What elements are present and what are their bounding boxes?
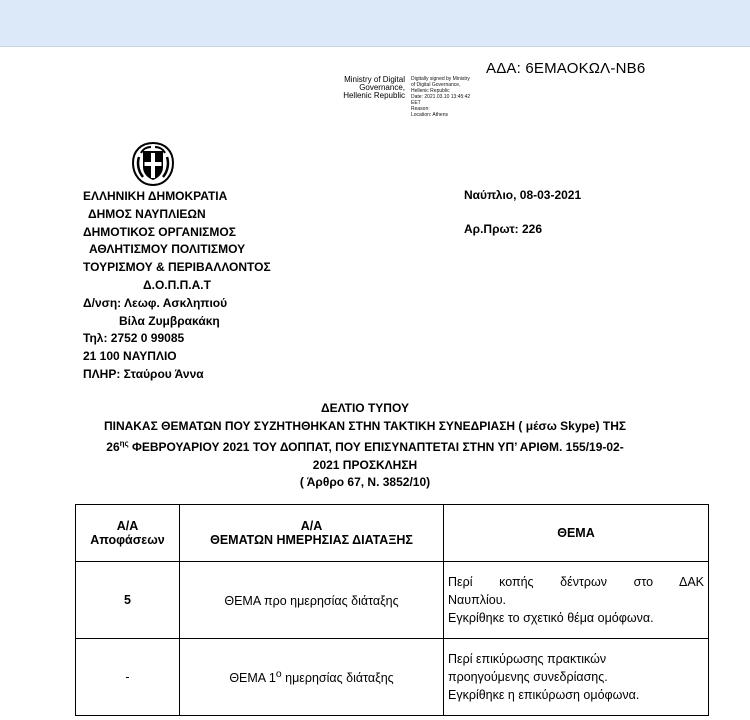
header-cell-decision [76,505,180,562]
header-line: ΤΟΥΡΙΣΜΟΥ & ΠΕΡΙΒΑΛΛΟΝΤΟΣ [83,260,271,275]
agenda-item-text: ΘΕΜΑ 1 [229,671,276,686]
subject-cell [444,562,709,639]
header-cell-subject: ΘΕΜΑ [444,505,709,562]
agenda-table [75,504,709,716]
press-release-day-suffix: ης [119,439,129,448]
header-text: Α/Α [300,519,323,533]
header-line: Βίλα Ζυμβρακάκη [119,313,220,328]
decision-number: - [76,639,180,716]
signature-org-line: Hellenic Republic [343,91,405,100]
viewer-top-bar [0,0,750,46]
press-release-line: ( Άρθρο 67, Ν. 3852/10) [299,475,431,489]
ada-code: ΑΔΑ: 6ΕΜΑΟΚΩΛ-ΝΒ6 [486,60,646,77]
signature-detail-line: EET [411,100,421,106]
agenda-item [180,562,444,639]
header-text: Α/Α [116,519,139,533]
header-line: Δ/νση: Λεωφ. Ασκληπιού [83,295,228,310]
document-meta [464,188,581,236]
greek-coat-of-arms-icon [127,141,179,187]
header-line: 21 100 ΝΑΥΠΛΙΟ [83,349,177,364]
press-release-line: ΠΙΝΑΚΑΣ ΘΕΜΑΤΩΝ ΠΟΥ ΣΥΖΗΤΗΘΗΚΑΝ ΣΤΗΝ ΤΑΚΤΙΚΗ ΣΥΝΕΔΡΙΑΣΗ ( μέσω Skype) ΤΗΣ [103,418,627,433]
subject-line: Ναυπλίου. [448,593,507,607]
subject-line: Εγκρίθηκε το σχετικό θέμα ομόφωνα. [448,611,654,625]
header-text: ΘΕΜΑΤΩΝ ΗΜΕΡΗΣΙΑΣ ΔΙΑΤΑΞΗΣ [210,533,413,547]
table-header-row [76,505,709,562]
decision-number: 5 [76,562,180,639]
header-line: ΕΛΛΗΝΙΚΗ ΔΗΜΟΚΡΑΤΙΑ [83,189,228,203]
agenda-item [180,639,444,716]
protocol-number: Αρ.Πρωτ: 226 [464,222,543,236]
signature-detail-line: of Digital Governance, [411,82,461,88]
signature-detail-line: Hellenic Republic [411,88,450,94]
document-date: Ναύπλιο, 08-03-2021 [464,188,582,202]
header-line: ΔΗΜΟΣ ΝΑΥΠΛΙΕΩΝ [88,206,206,221]
agenda-item-sup: ο [275,668,282,680]
subject-cell [444,639,709,716]
agenda-item-text: ΘΕΜΑ προ ημερησίας διάταξης [224,594,399,609]
agenda-item-rest: ημερησίας διάταξης [281,671,394,686]
signature-org-line: Ministry of Digital [344,75,405,84]
signature-detail-line: Date: 2021.03.10 13:45:42 [411,94,471,100]
table-row [76,639,709,716]
subject-line: προηγούμενης συνεδρίασης. [448,670,608,684]
issuer-header [83,188,271,384]
digital-signature-org [333,76,405,100]
table-row [76,562,709,639]
subject-line: Περί επικύρωσης πρακτικών [448,652,607,666]
press-release-title: ΔΕΛΤΙΟ ΤΥΠΟΥ [321,401,409,415]
header-cell-item [180,505,444,562]
header-line: ΠΛΗΡ: Σταύρου Άννα [83,366,204,381]
header-line: Δ.Ο.Π.Π.Α.Τ [143,277,211,292]
header-line: Τηλ: 2752 0 99085 [83,331,185,346]
digital-signature-details [411,76,470,118]
press-release-line [70,435,660,457]
signature-detail-line: Digitally signed by Ministry [411,76,470,82]
press-release-heading [70,400,660,492]
press-release-line: 2021 ΠΡΟΣΚΛΗΣΗ [312,457,418,472]
signature-org-line: Governance, [359,83,405,92]
signature-detail-line: Reason: [411,106,430,112]
subject-line: Περί κοπής δέντρων στο ΔΑΚ [448,575,704,589]
header-text: Αποφάσεων [90,533,165,547]
signature-detail-line: Location: Athens [411,112,448,118]
press-release-line-rest: ΦΕΒΡΟΥΑΡΙΟΥ 2021 ΤΟΥ ΔΟΠΠΑΤ, ΠΟΥ ΕΠΙΣΥΝΑΠΤΕΤΑΙ ΣΤΗΝ ΥΠ’ ΑΡΙΘΜ. 155/19-02- [128,440,624,454]
press-release-day: 26 [106,440,120,454]
header-line: ΑΘΛΗΤΙΣΜΟΥ ΠΟΛΙΤΙΣΜΟΥ [89,242,246,257]
subject-line: Εγκρίθηκε η επικύρωση ομόφωνα. [448,688,640,702]
header-line: ΔΗΜΟΤΙΚΟΣ ΟΡΓΑΝΙΣΜΟΣ [83,224,236,239]
